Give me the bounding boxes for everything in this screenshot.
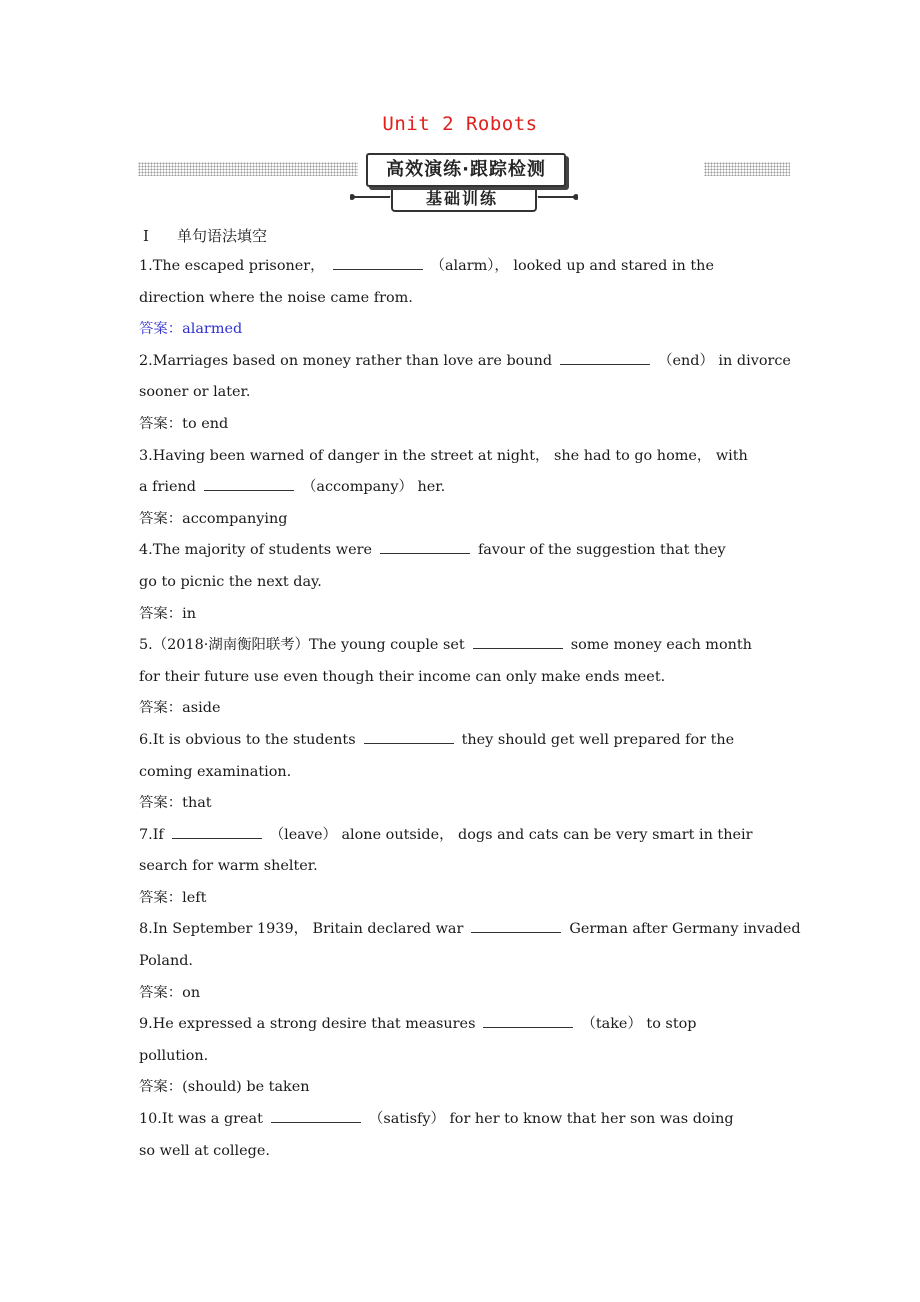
item-8-line1: 8.In September 1939， Britain declared war German after Germany invaded xyxy=(139,914,839,946)
section-banner xyxy=(138,151,790,213)
banner-main-label: 高效演练·跟踪检测 xyxy=(366,153,566,187)
dotted-divider-left xyxy=(138,162,358,176)
answer-blank xyxy=(483,1013,573,1028)
item-6-line1: 6.It is obvious to the students they should get well prepared for the xyxy=(139,725,839,757)
item-7-answer: 答案：left xyxy=(139,889,207,906)
item-5-line2: for their future use even though their income can only make ends meet. xyxy=(139,668,666,685)
answer-blank xyxy=(204,476,294,491)
exercise-list xyxy=(139,251,839,1167)
item-4-line2: go to picnic the next day. xyxy=(139,573,322,590)
dotted-divider-right xyxy=(704,162,790,176)
item-9-answer: 答案：(should) be taken xyxy=(139,1079,310,1096)
item-6-line2: coming examination. xyxy=(139,763,292,780)
item-3-line2: a friend （accompany） her. xyxy=(139,472,839,504)
item-10-line1: 10.It was a great （satisfy） for her to know that her son was doing xyxy=(139,1104,839,1136)
item-7-line2: search for warm shelter. xyxy=(139,858,318,875)
section-title: 单句语法填空 xyxy=(176,227,267,245)
item-8-answer: 答案：on xyxy=(139,984,201,1001)
answer-blank xyxy=(473,634,563,649)
item-1-answer: 答案：alarmed xyxy=(139,321,243,338)
section-number: Ⅰ xyxy=(143,227,149,245)
item-10-line2: so well at college. xyxy=(139,1142,270,1159)
item-4-line1: 4.The majority of students were favour of the suggestion that they xyxy=(139,535,839,567)
answer-blank xyxy=(380,539,470,554)
item-8-line2: Poland. xyxy=(139,953,193,970)
page-title: Unit 2 Robots xyxy=(382,113,538,135)
item-5-line1: 5.（2018·湖南衡阳联考）The young couple set some money each month xyxy=(139,630,839,662)
answer-blank xyxy=(172,824,262,839)
answer-blank xyxy=(271,1108,361,1123)
answer-blank xyxy=(333,255,423,270)
answer-blank xyxy=(560,350,650,365)
answer-blank xyxy=(364,729,454,744)
item-5-answer: 答案：aside xyxy=(139,700,221,717)
item-6-answer: 答案：that xyxy=(139,795,212,812)
item-1-line2: direction where the noise came from. xyxy=(139,289,413,306)
item-2-answer: 答案：to end xyxy=(139,415,229,432)
answer-blank xyxy=(471,918,561,933)
item-2-line2: sooner or later. xyxy=(139,384,251,401)
item-7-line1: 7.If （leave） alone outside， dogs and cats can be very smart in their xyxy=(139,820,839,852)
section-heading xyxy=(143,225,267,246)
item-3-line1: 3.Having been warned of danger in the street at night， she had to go home， with xyxy=(139,447,748,464)
item-2-line1: 2.Marriages based on money rather than love are bound （end） in divorce xyxy=(139,346,839,378)
item-3-answer: 答案：accompanying xyxy=(139,510,288,527)
item-9-line2: pollution. xyxy=(139,1047,209,1064)
item-9-line1: 9.He expressed a strong desire that measures （take） to stop xyxy=(139,1009,839,1041)
item-1-line1: 1.The escaped prisoner， （alarm）， looked up and stared in the xyxy=(139,251,839,283)
banner-sub-label: 基础训练 xyxy=(425,189,498,208)
item-4-answer: 答案：in xyxy=(139,605,197,622)
